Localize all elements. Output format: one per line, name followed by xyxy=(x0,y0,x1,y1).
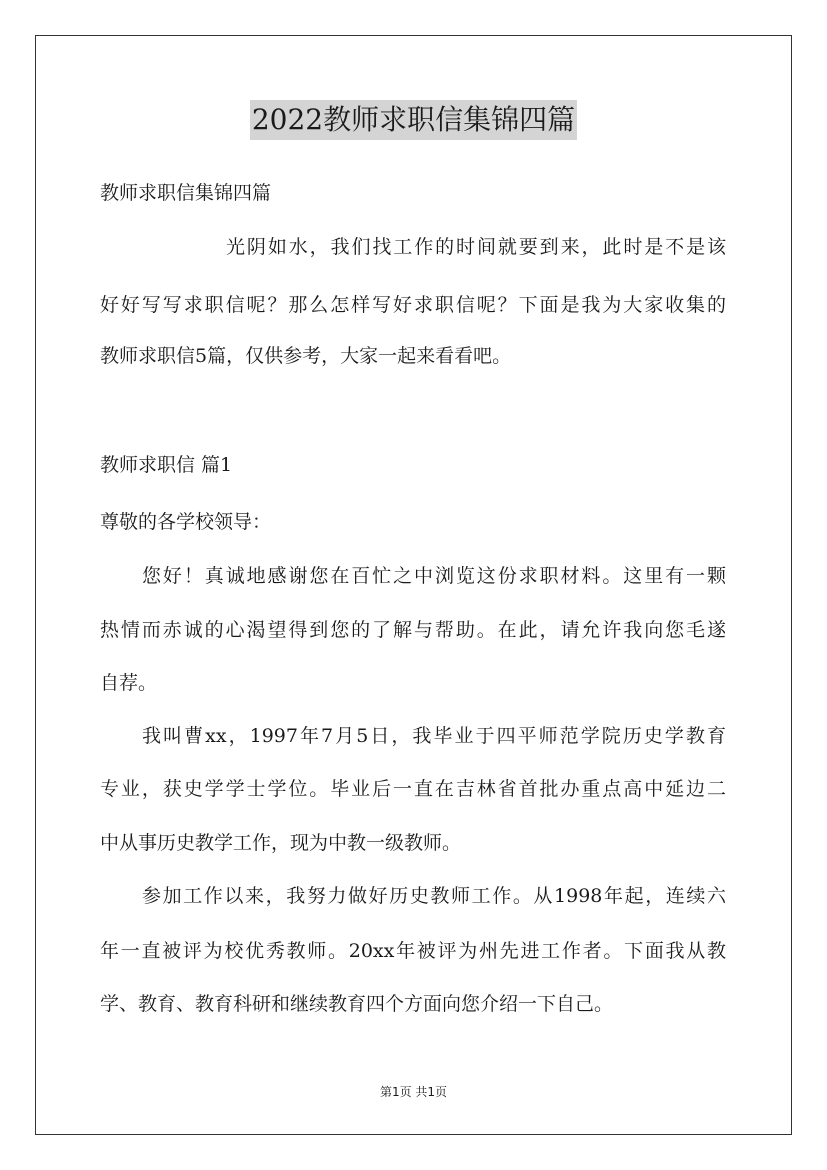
intro-line-3: 教师求职信5篇，仅供参考，大家一起来看看吧。 xyxy=(100,345,512,367)
paragraph-1-line-3: 自荐。 xyxy=(100,672,158,694)
document-subtitle: 教师求职信集锦四篇 xyxy=(100,182,272,204)
paragraph-3-line-2: 年一直被评为校优秀教师。20xx年被评为州先进工作者。下面我从教 xyxy=(100,940,726,962)
intro-line-2: 好好写写求职信呢？那么怎样写好求职信呢？下面是我为大家收集的 xyxy=(100,294,726,316)
paragraph-1-line-1: 您好！真诚地感谢您在百忙之中浏览这份求职材料。这里有一颗 xyxy=(142,565,726,587)
page-footer: 第1页 共1页 xyxy=(379,1085,448,1099)
paragraph-3-line-3: 学、教育、教育科研和继续教育四个方面向您介绍一下自己。 xyxy=(100,993,614,1015)
salutation: 尊敬的各学校领导： xyxy=(100,511,272,533)
paragraph-3-line-1: 参加工作以来，我努力做好历史教师工作。从1998年起，连续六 xyxy=(142,885,726,907)
paragraph-2-line-1: 我叫曹xx，1997年7月5日，我毕业于四平师范学院历史学教育 xyxy=(142,725,726,747)
document-title: 2022教师求职信集锦四篇 xyxy=(250,100,577,140)
paragraph-2-line-2: 专业，获史学学士学位。毕业后一直在吉林省首批办重点高中延边二 xyxy=(100,778,726,800)
paragraph-2-line-3: 中从事历史教学工作，现为中教一级教师。 xyxy=(100,832,462,854)
title-container xyxy=(0,100,827,140)
section-heading: 教师求职信 篇1 xyxy=(100,454,233,476)
intro-line-1: 光阴如水，我们找工作的时间就要到来，此时是不是该 xyxy=(226,236,726,258)
paragraph-1-line-2: 热情而赤诚的心渴望得到您的了解与帮助。在此，请允许我向您毛遂 xyxy=(100,619,726,641)
